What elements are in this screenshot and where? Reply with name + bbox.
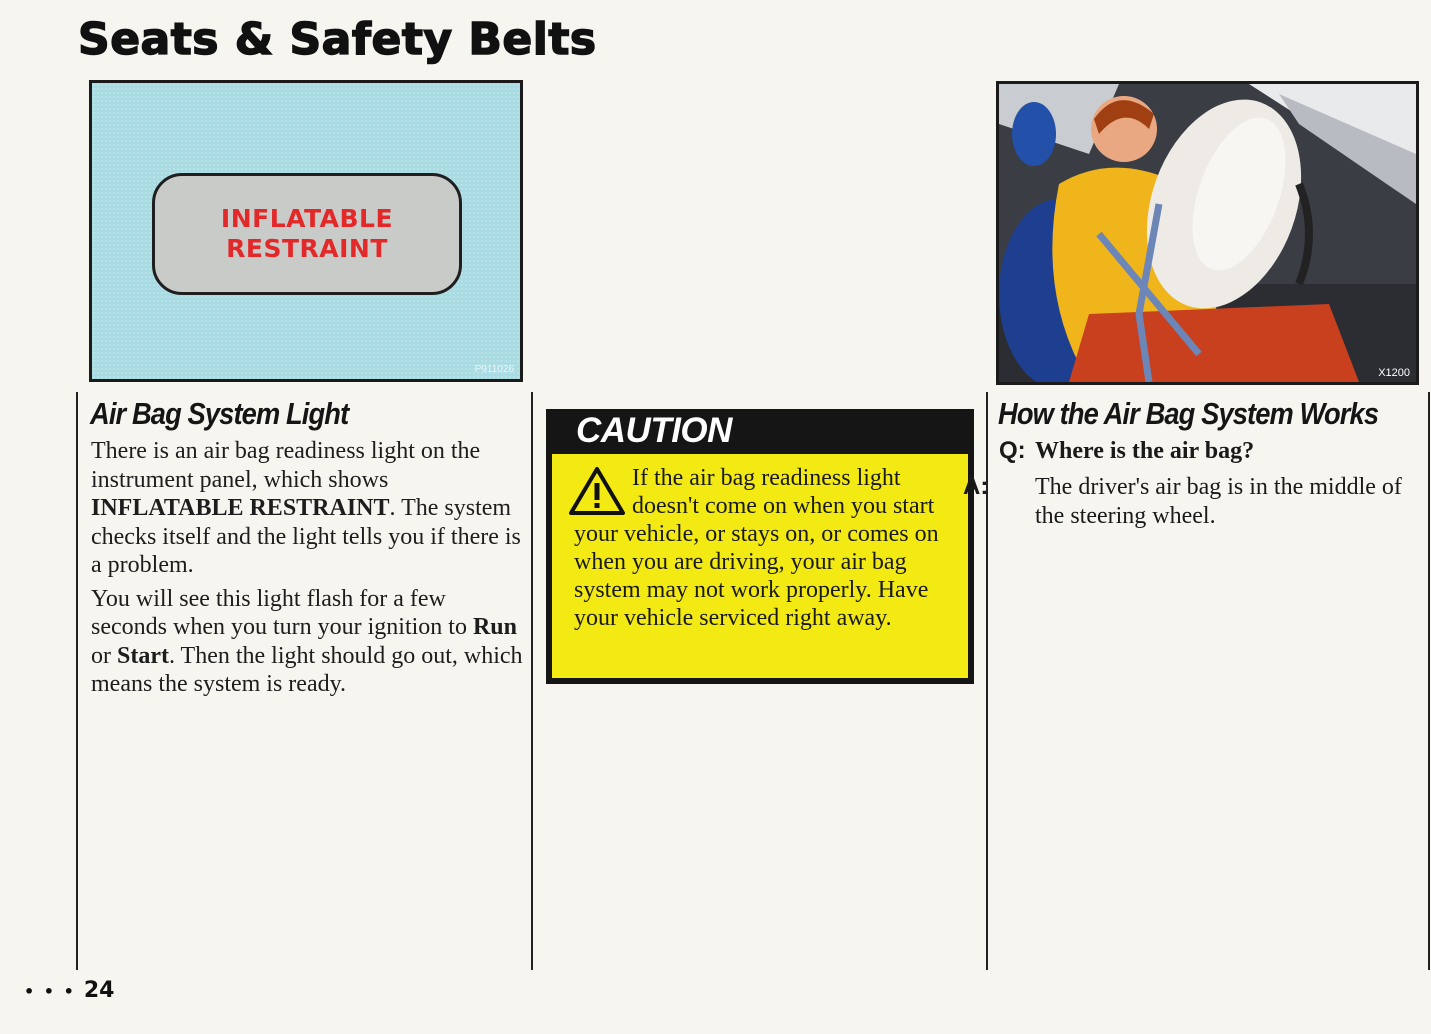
warning-triangle-icon <box>568 466 626 516</box>
section-heading-air-bag-light: Air Bag System Light <box>90 396 349 431</box>
indicator-line-1: INFLATABLE <box>220 204 394 233</box>
air-bag-light-text <box>91 437 525 704</box>
section-heading-how-it-works: How the Air Bag System Works <box>998 396 1379 431</box>
caution-body <box>552 454 968 678</box>
paragraph-1: There is an air bag readiness light on the instrument panel, which shows INFLATABLE RESTRAINT. The system checks itself and the light tells you if there is a problem. <box>91 438 521 578</box>
question-line <box>999 437 1419 466</box>
readiness-light-illustration <box>89 80 523 382</box>
caution-title: CAUTION <box>576 411 732 450</box>
page-footer <box>24 978 114 1003</box>
caution-text: If the air bag readiness light doesn't come on when you start your vehicle, or stays on, or comes on when you are driving, your air bag system may not work properly. Have your vehicle serviced right away. <box>574 465 939 631</box>
answer-label: A: <box>963 473 989 500</box>
page-title: Seats & Safety Belts <box>78 14 597 65</box>
air-bag-deployment-illustration <box>996 81 1419 385</box>
inflatable-restraint-indicator <box>152 173 462 295</box>
column-divider-left <box>76 392 78 970</box>
question-text: Where is the air bag? <box>1035 438 1255 464</box>
illustration-code: P911026 <box>474 364 514 375</box>
indicator-line-2: RESTRAINT <box>226 234 388 263</box>
illustration-code: X1200 <box>1378 367 1410 379</box>
column-divider-middle <box>531 392 533 970</box>
column-divider-edge <box>1428 392 1430 970</box>
footer-dots: • • • <box>24 982 76 1001</box>
answer-text: The driver's air bag is in the middle of the steering wheel. <box>1035 474 1402 529</box>
air-bag-scene <box>999 84 1416 382</box>
answer-line <box>963 473 1419 530</box>
question-label: Q: <box>999 437 1026 464</box>
caution-box <box>546 409 974 684</box>
paragraph-2: You will see this light flash for a few seconds when you turn your ignition to Run or Start. Then the light should go out, which means the system is ready. <box>91 585 523 697</box>
page-number: 24 <box>83 978 115 1003</box>
